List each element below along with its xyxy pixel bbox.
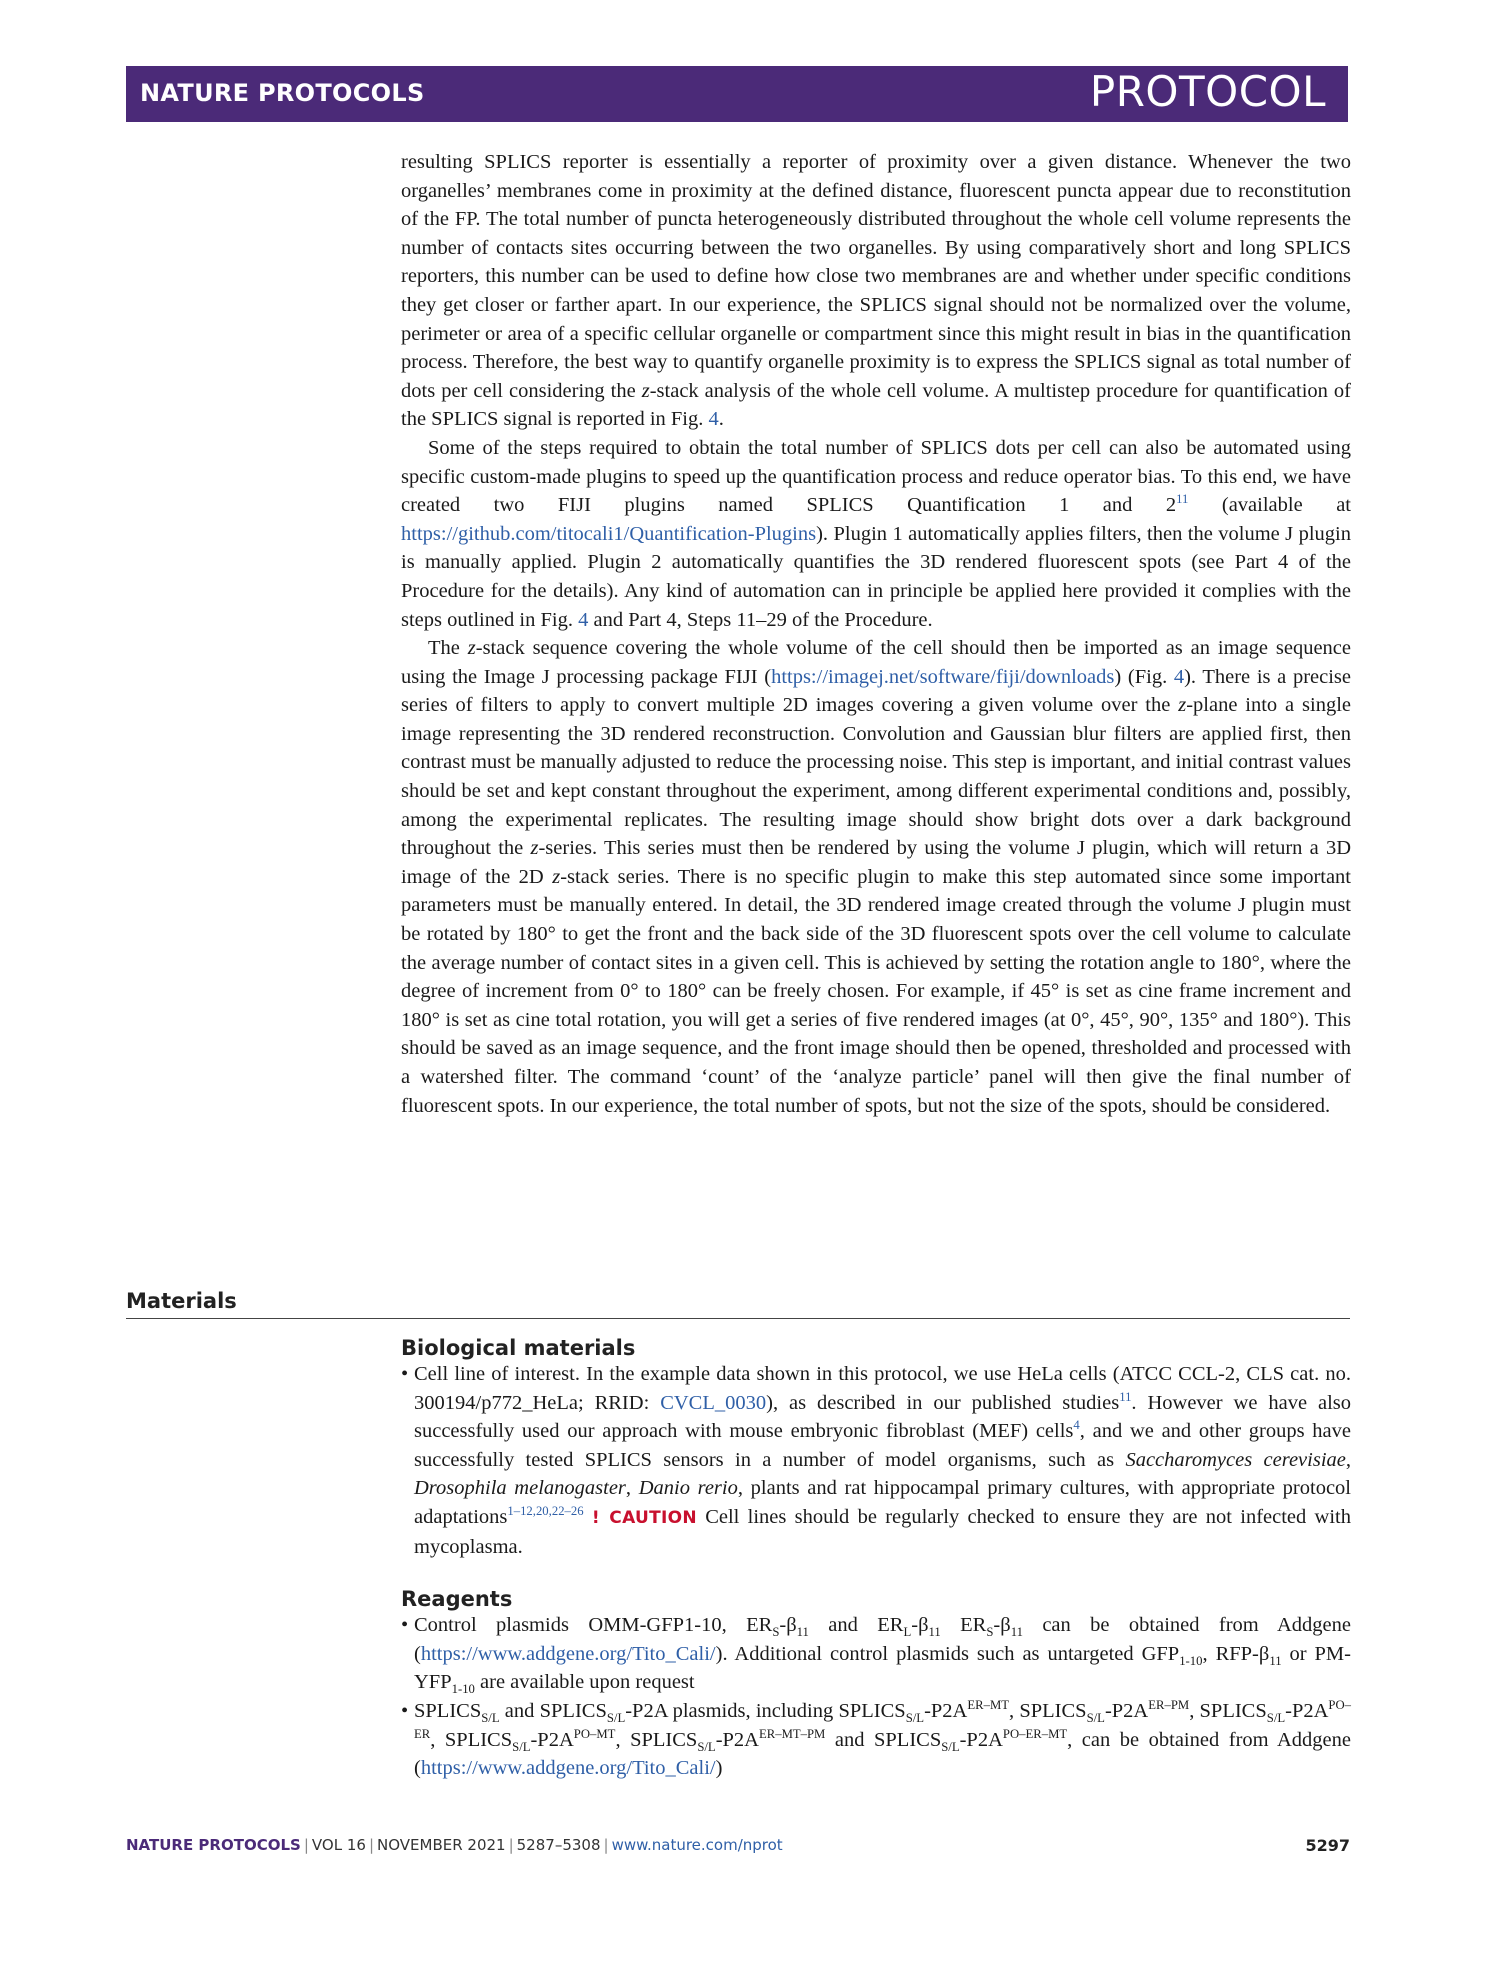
biological-materials-heading: Biological materials <box>401 1336 636 1360</box>
materials-content <box>401 1336 1351 1783</box>
ref-11-link[interactable]: 11 <box>1176 492 1189 507</box>
article-type-label: PROTOCOL <box>1089 67 1326 116</box>
journal-header-bar <box>126 66 1348 122</box>
ref-link[interactable]: 1–12,20,22–26 <box>507 1504 584 1519</box>
fig-4-link[interactable]: 4 <box>578 608 589 631</box>
fig-4-link[interactable]: 4 <box>708 408 719 431</box>
page-number: 5297 <box>1305 1836 1350 1855</box>
materials-section-title: Materials <box>126 1289 237 1313</box>
biological-materials-list <box>401 1360 1351 1561</box>
list-item: • $SPLICS_{S/L}$ and $SPLICS_{S/L}-P2A$ plasmids, including $SPLICS_{S/L}-P2A^{ER-MT}$, $SPLICS_{S/L}-P2A^{ER-PM}$, $SPLICS_{S/L}-P2A^{PO-ER}$, $SPLICS_{S/L}-P2A^{PO-MT}$, $SPLICS_{S/L}-P2A^{ER-MT-PM}$ and $SPLICS_{S/L}-P2A^{PO-ER-MT}$, can be obtained from Addgene (https://www.addgene.org/Tito_Cali/) <box>401 1697 1351 1783</box>
page-footer: NATURE PROTOCOLS | VOL 16 | NOVEMBER 2021 | 5287–5308 | www.nature.com/nprot 5297 <box>126 1836 1350 1855</box>
main-text <box>401 148 1351 1120</box>
fiji-link[interactable]: https://imagej.net/software/fiji/downloads <box>771 665 1115 688</box>
addgene-link[interactable]: https://www.addgene.org/Tito_Cali/ <box>420 1642 716 1665</box>
ref-link[interactable]: 11 <box>1119 1389 1132 1404</box>
section-divider <box>126 1318 1350 1319</box>
fig-4-link[interactable]: 4 <box>1173 665 1185 688</box>
reagents-heading: Reagents <box>401 1587 513 1612</box>
footer-pages: 5287–5308 <box>516 1836 601 1854</box>
paragraph-3: The z-stack sequence covering the whole volume of the cell should then be imported as an image sequence using the Image J processing package FIJI (https://imagej.net/software/fiji/downloads) (Fig. 4). There is a precise series of filters to apply to convert multiple 2D images covering a given volume over the z-plane into a single image representing the 3D rendered reconstruction. Convolution and Gaussian blur filters are applied first, then contrast must be manually adjusted to reduce the processing noise. This step is important, and initial contrast values should be set and kept constant throughout the experiment, among different experimental conditions and, possibly, among the experimental replicates. The resulting image should show bright dots over a dark background throughout the z-series. This series must then be rendered by using the volume J plugin, which will return a 3D image of the 2D z-stack series. There is no specific plugin to make this step automated since some important parameters must be manually entered. In detail, the 3D rendered image created through the volume J plugin must be rotated by 180° to get the front and the back side of the 3D fluorescent spots over the cell volume to calculate the average number of contact sites in a given cell. This is achieved by setting the rotation angle to 180°, where the degree of increment from 0° to 180° can be freely chosen. For example, if 45° is set as cine frame increment and 180° is set as cine total rotation, you will get a series of five rendered images (at 0°, 45°, 90°, 135° and 180°). This should be saved as an image sequence, and the front image should then be opened, thresholded and processed with a watershed filter. The command ‘count’ of the ‘analyze particle’ panel will then give the final number of fluorescent spots. In our experience, the total number of spots, but not the size of the spots, should be considered. <box>401 637 1352 1117</box>
footer-journal: NATURE PROTOCOLS <box>126 1836 301 1854</box>
github-link[interactable]: https://github.com/titocali1/Quantification-Plugins <box>401 522 817 545</box>
caution-label: ! CAUTION <box>591 1507 697 1528</box>
list-item: • Cell line of interest. In the example data shown in this protocol, we use HeLa cells (ATCC CCL-2, CLS cat. no. 300194/p772_HeLa; RRID: CVCL_0030), as described in our published studies$^{11}$. However we have also successfully used our approach with mouse embryonic fibroblast (MEF) cells$^4$, and we and other groups have successfully tested SPLICS sensors in a number of model organisms, such as Saccharomyces cerevisiae, Drosophila melanogaster, Danio rerio, plants and rat hippocampal primary cultures, with appropriate protocol adaptations$^{1-12,20,22-26}$ ! CAUTION Cell lines should be regularly checked to ensure they are not infected with mycoplasma. <box>401 1360 1351 1561</box>
paragraph-2: Some of the steps required to obtain the total number of SPLICS dots per cell can also be automated using specific custom-made plugins to speed up the quantification process and reduce operator bias. To this end, we have created two FIJI plugins named SPLICS Quantification 1 and $2^{11}$ (available at https://github.com/titocali1/Quantification-Plugins). Plugin 1 automatically applies filters, then the volume J plugin is manually applied. Plugin 2 automatically quantifies the 3D rendered fluorescent spots (see Part 4 of the Procedure for the details). Any kind of automation can in principle be applied here provided it complies with the steps outlined in Fig. 4 and Part 4, Steps 11–29 of the Procedure. <box>401 436 1351 631</box>
footer-volume: VOL 16 <box>311 1836 366 1854</box>
reagents-list <box>401 1611 1351 1783</box>
paragraph-1: resulting SPLICS reporter is essentially a reporter of proximity over a given distance. Whenever the two organelles’ membranes come in proximity at the defined distance, fluorescent puncta appear due to reconstitution of the FP. The total number of puncta heterogeneously distributed throughout the whole cell volume represents the number of contacts sites occurring between the two organelles. By using comparatively short and long SPLICS reporters, this number can be used to define how close two membranes are and whether under specific conditions they get closer or farther apart. In our experience, the SPLICS signal should not be normalized over the volume, perimeter or area of a specific cellular organelle or compartment since this might result in bias in the quantification process. Therefore, the best way to quantify organelle proximity is to express the SPLICS signal as total number of dots per cell considering the z-stack analysis of the whole cell volume. A multistep procedure for quantification of the SPLICS signal is reported in Fig. 4. <box>401 151 1351 431</box>
ref-link[interactable]: 4 <box>1073 1418 1080 1433</box>
footer-date: NOVEMBER 2021 <box>377 1836 506 1854</box>
journal-name: NATURE PROTOCOLS <box>140 79 425 107</box>
list-item: • Control plasmids OMM-GFP1-10, $ER_S-\beta_{11}$ and $ER_L-\beta_{11}$ $ER_S-\beta_{11}$ can be obtained from Addgene (https://www.addgene.org/Tito_Cali/). Additional control plasmids such as untargeted $GFP_{1-10}$, RFP-$\beta_{11}$ or $PM-YFP_{1-10}$ are available upon request <box>401 1611 1351 1697</box>
footer-url-link[interactable]: www.nature.com/nprot <box>611 1836 783 1854</box>
rrid-link[interactable]: CVCL_0030 <box>660 1391 767 1414</box>
addgene-link[interactable]: https://www.addgene.org/Tito_Cali/ <box>420 1757 716 1780</box>
